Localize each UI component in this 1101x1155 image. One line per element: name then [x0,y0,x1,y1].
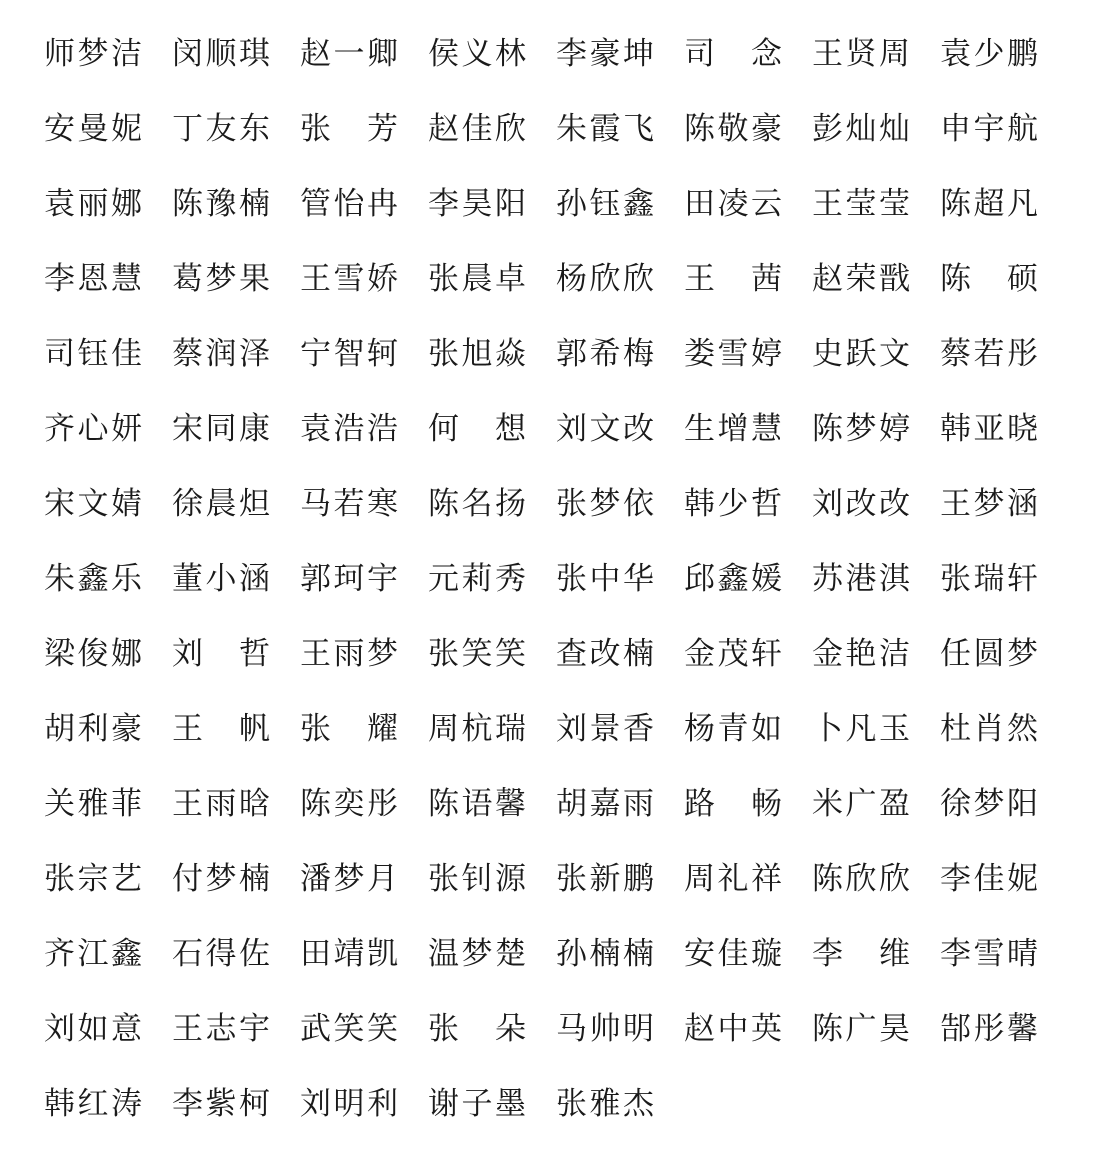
name-entry: 安 佳 璇 [684,936,782,972]
name-entry: 陈 广 昊 [812,1011,910,1047]
name-entry: 陈 奕 彤 [300,786,398,822]
name-entry: 赵 荣 戬 [812,261,910,297]
name-entry: 李 维 [812,936,910,972]
name-entry: 袁 少 鹏 [940,36,1038,72]
name-entry: 张 晨 卓 [428,261,526,297]
name-entry: 苏 港 淇 [812,561,910,597]
name-entry: 陈 敬 豪 [684,111,782,147]
name-entry: 宋 文 婧 [44,486,142,522]
name-entry: 申 宇 航 [940,111,1038,147]
name-entry: 杨 青 如 [684,711,782,747]
name-entry: 张 朵 [428,1011,526,1047]
name-entry: 任 圆 梦 [940,636,1038,672]
name-entry: 王 志 宇 [172,1011,270,1047]
name-entry: 张 梦 依 [556,486,654,522]
name-entry: 胡 利 豪 [44,711,142,747]
name-entry: 梁 俊 娜 [44,636,142,672]
name-entry: 娄 雪 婷 [684,336,782,372]
name-entry: 孙 钰 鑫 [556,186,654,222]
name-entry: 查 改 楠 [556,636,654,672]
name-entry: 孙 楠 楠 [556,936,654,972]
name-entry: 李 昊 阳 [428,186,526,222]
name-entry: 杨 欣 欣 [556,261,654,297]
name-entry: 齐 江 鑫 [44,936,142,972]
name-entry: 田 靖 凯 [300,936,398,972]
name-entry: 陈 名 扬 [428,486,526,522]
name-entry: 司 钰 佳 [44,336,142,372]
name-entry: 胡 嘉 雨 [556,786,654,822]
name-entry: 史 跃 文 [812,336,910,372]
name-entry: 生 增 慧 [684,411,782,447]
name-entry: 李 雪 晴 [940,936,1038,972]
name-entry: 朱 霞 飞 [556,111,654,147]
name-entry: 韩 红 涛 [44,1086,142,1122]
name-entry: 元 莉 秀 [428,561,526,597]
name-entry: 王 雪 娇 [300,261,398,297]
name-entry: 袁 浩 浩 [300,411,398,447]
name-entry: 王 雨 梦 [300,636,398,672]
name-entry: 路 畅 [684,786,782,822]
name-entry: 王 茜 [684,261,782,297]
name-entry: 田 凌 云 [684,186,782,222]
name-entry: 张 雅 杰 [556,1086,654,1122]
name-entry: 袁 丽 娜 [44,186,142,222]
name-entry: 宋 同 康 [172,411,270,447]
name-entry: 师 梦 洁 [44,36,142,72]
name-entry: 徐 梦 阳 [940,786,1038,822]
name-entry: 杜 肖 然 [940,711,1038,747]
name-entry: 安 曼 妮 [44,111,142,147]
name-entry: 张 笑 笑 [428,636,526,672]
name-entry: 刘 改 改 [812,486,910,522]
name-entry: 王 帆 [172,711,270,747]
name-entry: 张 宗 艺 [44,861,142,897]
name-entry: 张 芳 [300,111,398,147]
name-entry: 管 怡 冉 [300,186,398,222]
name-entry: 赵 一 卿 [300,36,398,72]
name-entry: 潘 梦 月 [300,861,398,897]
name-entry: 王 莹 莹 [812,186,910,222]
name-entry: 陈 语 馨 [428,786,526,822]
name-entry: 葛 梦 果 [172,261,270,297]
name-entry: 武 笑 笑 [300,1011,398,1047]
name-entry: 陈 豫 楠 [172,186,270,222]
name-entry: 蔡 若 彤 [940,336,1038,372]
name-entry: 金 茂 轩 [684,636,782,672]
name-entry: 郜 彤 馨 [940,1011,1038,1047]
name-entry: 韩 少 哲 [684,486,782,522]
name-entry: 李 恩 慧 [44,261,142,297]
name-entry: 张 新 鹏 [556,861,654,897]
name-entry: 陈 梦 婷 [812,411,910,447]
name-entry: 温 梦 楚 [428,936,526,972]
name-entry: 郭 希 梅 [556,336,654,372]
name-entry: 丁 友 东 [172,111,270,147]
name-entry: 彭 灿 灿 [812,111,910,147]
name-entry: 宁 智 轲 [300,336,398,372]
name-entry: 韩 亚 晓 [940,411,1038,447]
name-entry: 金 艳 洁 [812,636,910,672]
name-entry: 米 广 盈 [812,786,910,822]
name-entry: 李 豪 坤 [556,36,654,72]
name-entry: 陈 欣 欣 [812,861,910,897]
name-entry: 张 瑞 轩 [940,561,1038,597]
name-entry: 蔡 润 泽 [172,336,270,372]
name-entry: 关 雅 菲 [44,786,142,822]
name-entry: 齐 心 妍 [44,411,142,447]
name-entry: 张 旭 焱 [428,336,526,372]
name-entry: 王 梦 涵 [940,486,1038,522]
name-entry: 刘 景 香 [556,711,654,747]
name-entry: 张 耀 [300,711,398,747]
name-entry: 赵 佳 欣 [428,111,526,147]
name-entry: 赵 中 英 [684,1011,782,1047]
name-entry: 李 紫 柯 [172,1086,270,1122]
name-entry: 陈 超 凡 [940,186,1038,222]
name-entry: 付 梦 楠 [172,861,270,897]
name-entry: 张 钊 源 [428,861,526,897]
name-entry: 郭 珂 宇 [300,561,398,597]
name-entry: 刘 如 意 [44,1011,142,1047]
name-list [44,30,1054,1155]
name-entry: 朱 鑫 乐 [44,561,142,597]
name-entry: 周 礼 祥 [684,861,782,897]
name-entry: 刘 文 改 [556,411,654,447]
name-entry: 徐 晨 炟 [172,486,270,522]
name-entry: 邱 鑫 媛 [684,561,782,597]
name-entry: 刘 哲 [172,636,270,672]
name-entry: 周 杭 瑞 [428,711,526,747]
name-entry: 石 得 佐 [172,936,270,972]
name-entry: 刘 明 利 [300,1086,398,1122]
name-entry: 王 雨 晗 [172,786,270,822]
name-entry: 张 中 华 [556,561,654,597]
name-entry: 卜 凡 玉 [812,711,910,747]
name-entry: 侯 义 林 [428,36,526,72]
name-entry: 董 小 涵 [172,561,270,597]
name-entry: 陈 硕 [940,261,1038,297]
name-entry: 何 想 [428,411,526,447]
name-entry: 马 帅 明 [556,1011,654,1047]
name-entry: 马 若 寒 [300,486,398,522]
name-entry: 闵 顺 琪 [172,36,270,72]
name-entry: 李 佳 妮 [940,861,1038,897]
name-entry: 谢 子 墨 [428,1086,526,1122]
name-entry: 王 贤 周 [812,36,910,72]
name-entry: 司 念 [684,36,782,72]
